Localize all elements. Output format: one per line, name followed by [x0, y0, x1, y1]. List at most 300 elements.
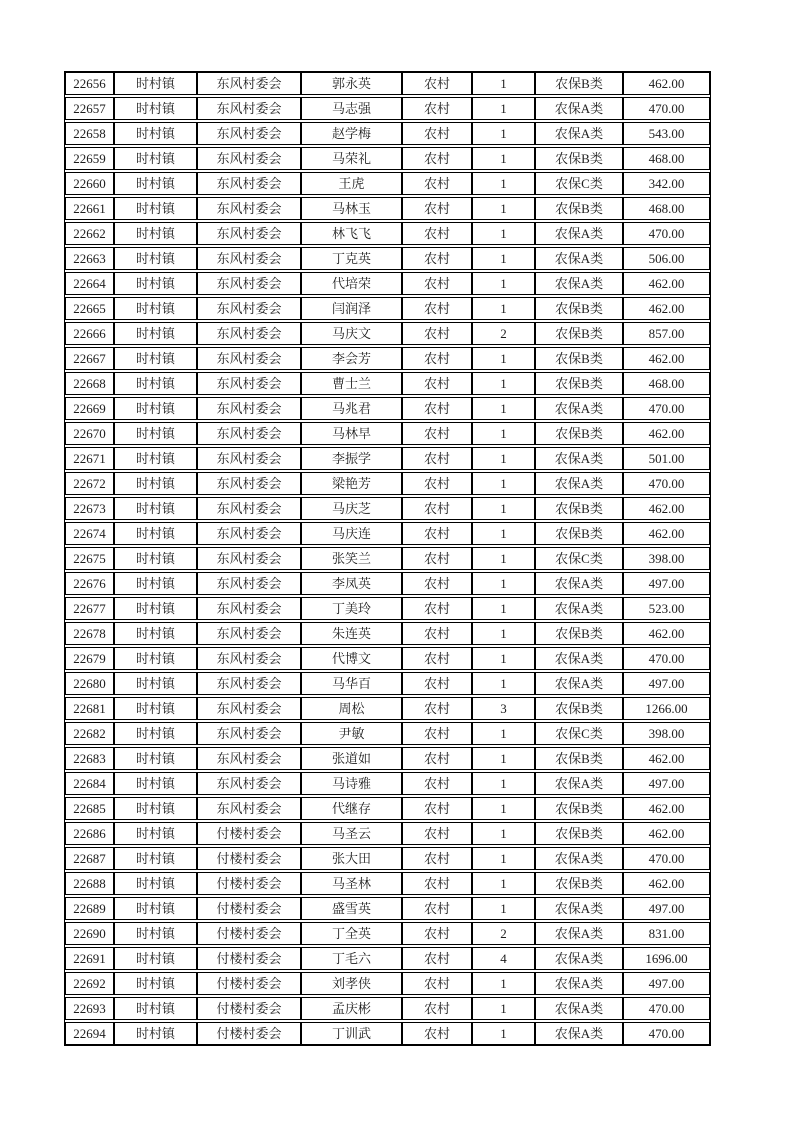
cell-category: 农保A类	[535, 472, 623, 495]
cell-category: 农保A类	[535, 572, 623, 595]
cell-village: 东风村委会	[197, 222, 301, 245]
cell-count: 1	[472, 797, 535, 820]
table-row	[65, 322, 710, 345]
table-row	[65, 297, 710, 320]
cell-name: 赵学梅	[301, 122, 402, 145]
cell-count: 1	[472, 397, 535, 420]
cell-amount: 462.00	[623, 272, 710, 295]
cell-residence: 农村	[402, 922, 472, 945]
cell-amount: 831.00	[623, 922, 710, 945]
table-row	[65, 847, 710, 870]
cell-name: 马庆文	[301, 322, 402, 345]
cell-town: 时村镇	[114, 722, 197, 745]
cell-name: 马庆连	[301, 522, 402, 545]
cell-amount: 543.00	[623, 122, 710, 145]
cell-residence: 农村	[402, 447, 472, 470]
cell-village: 东风村委会	[197, 172, 301, 195]
cell-count: 1	[472, 722, 535, 745]
cell-village: 东风村委会	[197, 372, 301, 395]
table-row	[65, 147, 710, 170]
cell-residence: 农村	[402, 522, 472, 545]
cell-amount: 501.00	[623, 447, 710, 470]
cell-name: 马林玉	[301, 197, 402, 220]
cell-village: 付楼村委会	[197, 847, 301, 870]
cell-town: 时村镇	[114, 547, 197, 570]
cell-town: 时村镇	[114, 297, 197, 320]
cell-amount: 462.00	[623, 822, 710, 845]
cell-town: 时村镇	[114, 972, 197, 995]
cell-count: 1	[472, 622, 535, 645]
cell-residence: 农村	[402, 422, 472, 445]
cell-town: 时村镇	[114, 222, 197, 245]
cell-serial: 22692	[65, 972, 114, 995]
cell-count: 1	[472, 222, 535, 245]
table-row	[65, 547, 710, 570]
table-row	[65, 747, 710, 770]
cell-name: 张道如	[301, 747, 402, 770]
cell-town: 时村镇	[114, 872, 197, 895]
cell-village: 付楼村委会	[197, 972, 301, 995]
cell-category: 农保A类	[535, 122, 623, 145]
table-row	[65, 422, 710, 445]
cell-name: 代继存	[301, 797, 402, 820]
cell-residence: 农村	[402, 372, 472, 395]
cell-amount: 470.00	[623, 997, 710, 1020]
cell-amount: 468.00	[623, 372, 710, 395]
cell-count: 1	[472, 997, 535, 1020]
cell-serial: 22661	[65, 197, 114, 220]
cell-village: 东风村委会	[197, 97, 301, 120]
cell-village: 东风村委会	[197, 122, 301, 145]
cell-count: 1	[472, 272, 535, 295]
cell-count: 1	[472, 197, 535, 220]
cell-name: 张笑兰	[301, 547, 402, 570]
cell-town: 时村镇	[114, 1022, 197, 1045]
cell-town: 时村镇	[114, 622, 197, 645]
cell-serial: 22687	[65, 847, 114, 870]
cell-amount: 470.00	[623, 472, 710, 495]
cell-residence: 农村	[402, 647, 472, 670]
cell-residence: 农村	[402, 97, 472, 120]
cell-town: 时村镇	[114, 122, 197, 145]
cell-village: 付楼村委会	[197, 822, 301, 845]
cell-category: 农保B类	[535, 347, 623, 370]
cell-residence: 农村	[402, 597, 472, 620]
cell-category: 农保A类	[535, 247, 623, 270]
cell-category: 农保A类	[535, 1022, 623, 1045]
cell-amount: 1266.00	[623, 697, 710, 720]
cell-category: 农保A类	[535, 947, 623, 970]
cell-residence: 农村	[402, 822, 472, 845]
cell-serial: 22664	[65, 272, 114, 295]
cell-name: 李振学	[301, 447, 402, 470]
cell-serial: 22691	[65, 947, 114, 970]
cell-count: 1	[472, 872, 535, 895]
cell-village: 东风村委会	[197, 297, 301, 320]
table-row	[65, 622, 710, 645]
cell-name: 马华百	[301, 672, 402, 695]
cell-category: 农保A类	[535, 997, 623, 1020]
cell-count: 1	[472, 72, 535, 95]
cell-town: 时村镇	[114, 672, 197, 695]
cell-town: 时村镇	[114, 772, 197, 795]
cell-serial: 22688	[65, 872, 114, 895]
cell-village: 东风村委会	[197, 72, 301, 95]
cell-amount: 398.00	[623, 547, 710, 570]
cell-amount: 497.00	[623, 972, 710, 995]
cell-village: 东风村委会	[197, 772, 301, 795]
cell-category: 农保C类	[535, 172, 623, 195]
cell-residence: 农村	[402, 622, 472, 645]
cell-amount: 398.00	[623, 722, 710, 745]
table-row	[65, 672, 710, 695]
cell-category: 农保A类	[535, 447, 623, 470]
cell-category: 农保C类	[535, 722, 623, 745]
cell-name: 丁毛六	[301, 947, 402, 970]
cell-residence: 农村	[402, 122, 472, 145]
cell-count: 1	[472, 447, 535, 470]
cell-count: 1	[472, 822, 535, 845]
cell-name: 马林早	[301, 422, 402, 445]
cell-town: 时村镇	[114, 947, 197, 970]
cell-amount: 470.00	[623, 647, 710, 670]
cell-serial: 22685	[65, 797, 114, 820]
cell-amount: 497.00	[623, 672, 710, 695]
table-row	[65, 222, 710, 245]
cell-count: 1	[472, 572, 535, 595]
cell-name: 周松	[301, 697, 402, 720]
cell-count: 1	[472, 347, 535, 370]
cell-residence: 农村	[402, 772, 472, 795]
cell-name: 曹士兰	[301, 372, 402, 395]
cell-name: 李会芳	[301, 347, 402, 370]
cell-residence: 农村	[402, 172, 472, 195]
cell-town: 时村镇	[114, 72, 197, 95]
cell-town: 时村镇	[114, 522, 197, 545]
cell-serial: 22674	[65, 522, 114, 545]
cell-village: 东风村委会	[197, 597, 301, 620]
cell-residence: 农村	[402, 147, 472, 170]
cell-residence: 农村	[402, 347, 472, 370]
pension-subsidy-table	[65, 70, 710, 1047]
cell-residence: 农村	[402, 872, 472, 895]
cell-name: 丁克英	[301, 247, 402, 270]
cell-serial: 22682	[65, 722, 114, 745]
cell-town: 时村镇	[114, 697, 197, 720]
cell-name: 马兆君	[301, 397, 402, 420]
cell-category: 农保A类	[535, 272, 623, 295]
cell-count: 1	[472, 1022, 535, 1045]
cell-village: 付楼村委会	[197, 947, 301, 970]
cell-count: 2	[472, 922, 535, 945]
table-body	[65, 72, 710, 1045]
cell-village: 东风村委会	[197, 422, 301, 445]
cell-amount: 470.00	[623, 222, 710, 245]
cell-residence: 农村	[402, 297, 472, 320]
cell-serial: 22677	[65, 597, 114, 620]
cell-serial: 22689	[65, 897, 114, 920]
cell-name: 刘孝侠	[301, 972, 402, 995]
cell-count: 1	[472, 522, 535, 545]
table-row	[65, 972, 710, 995]
cell-village: 付楼村委会	[197, 1022, 301, 1045]
cell-amount: 857.00	[623, 322, 710, 345]
cell-amount: 523.00	[623, 597, 710, 620]
cell-amount: 462.00	[623, 497, 710, 520]
cell-name: 张大田	[301, 847, 402, 870]
cell-amount: 462.00	[623, 522, 710, 545]
cell-village: 东风村委会	[197, 322, 301, 345]
cell-residence: 农村	[402, 397, 472, 420]
cell-amount: 462.00	[623, 422, 710, 445]
cell-category: 农保A类	[535, 222, 623, 245]
cell-name: 马诗雅	[301, 772, 402, 795]
table-row	[65, 872, 710, 895]
cell-category: 农保A类	[535, 922, 623, 945]
cell-village: 东风村委会	[197, 697, 301, 720]
cell-town: 时村镇	[114, 822, 197, 845]
table-row	[65, 997, 710, 1020]
table-row	[65, 597, 710, 620]
cell-count: 1	[472, 97, 535, 120]
cell-category: 农保C类	[535, 547, 623, 570]
table-row	[65, 947, 710, 970]
cell-category: 农保B类	[535, 622, 623, 645]
cell-residence: 农村	[402, 222, 472, 245]
table-row	[65, 172, 710, 195]
cell-amount: 462.00	[623, 297, 710, 320]
cell-count: 1	[472, 597, 535, 620]
cell-village: 东风村委会	[197, 397, 301, 420]
cell-category: 农保B类	[535, 797, 623, 820]
cell-name: 孟庆彬	[301, 997, 402, 1020]
cell-town: 时村镇	[114, 347, 197, 370]
table-row	[65, 497, 710, 520]
table-row	[65, 572, 710, 595]
table-row	[65, 722, 710, 745]
table-row	[65, 922, 710, 945]
cell-category: 农保A类	[535, 97, 623, 120]
cell-category: 农保B类	[535, 422, 623, 445]
cell-category: 农保A类	[535, 647, 623, 670]
cell-count: 1	[472, 772, 535, 795]
cell-count: 1	[472, 647, 535, 670]
cell-name: 李凤英	[301, 572, 402, 595]
cell-serial: 22679	[65, 647, 114, 670]
table-row	[65, 247, 710, 270]
cell-town: 时村镇	[114, 272, 197, 295]
cell-count: 1	[472, 472, 535, 495]
cell-name: 马荣礼	[301, 147, 402, 170]
cell-town: 时村镇	[114, 147, 197, 170]
cell-amount: 468.00	[623, 197, 710, 220]
cell-town: 时村镇	[114, 472, 197, 495]
cell-count: 1	[472, 297, 535, 320]
cell-serial: 22659	[65, 147, 114, 170]
cell-amount: 470.00	[623, 97, 710, 120]
cell-count: 1	[472, 497, 535, 520]
cell-residence: 农村	[402, 672, 472, 695]
cell-residence: 农村	[402, 947, 472, 970]
table-row	[65, 797, 710, 820]
cell-name: 梁艳芳	[301, 472, 402, 495]
cell-town: 时村镇	[114, 397, 197, 420]
cell-village: 东风村委会	[197, 147, 301, 170]
cell-category: 农保B类	[535, 322, 623, 345]
table-frame	[64, 71, 711, 1046]
cell-town: 时村镇	[114, 797, 197, 820]
cell-count: 1	[472, 747, 535, 770]
cell-residence: 农村	[402, 572, 472, 595]
cell-village: 东风村委会	[197, 497, 301, 520]
cell-count: 1	[472, 122, 535, 145]
table-row	[65, 397, 710, 420]
cell-category: 农保B类	[535, 747, 623, 770]
cell-count: 1	[472, 172, 535, 195]
cell-residence: 农村	[402, 722, 472, 745]
cell-residence: 农村	[402, 247, 472, 270]
cell-residence: 农村	[402, 322, 472, 345]
table-row	[65, 647, 710, 670]
cell-residence: 农村	[402, 497, 472, 520]
cell-residence: 农村	[402, 747, 472, 770]
cell-residence: 农村	[402, 797, 472, 820]
table-row	[65, 347, 710, 370]
cell-serial: 22672	[65, 472, 114, 495]
cell-village: 东风村委会	[197, 622, 301, 645]
table-row	[65, 897, 710, 920]
table-row	[65, 197, 710, 220]
cell-serial: 22673	[65, 497, 114, 520]
cell-name: 马圣林	[301, 872, 402, 895]
cell-count: 1	[472, 422, 535, 445]
table-row	[65, 822, 710, 845]
cell-category: 农保B类	[535, 522, 623, 545]
cell-serial: 22675	[65, 547, 114, 570]
cell-count: 4	[472, 947, 535, 970]
cell-count: 1	[472, 547, 535, 570]
cell-category: 农保A类	[535, 897, 623, 920]
cell-count: 3	[472, 697, 535, 720]
cell-residence: 农村	[402, 897, 472, 920]
cell-name: 马志强	[301, 97, 402, 120]
cell-amount: 497.00	[623, 897, 710, 920]
cell-serial: 22681	[65, 697, 114, 720]
cell-amount: 342.00	[623, 172, 710, 195]
cell-serial: 22678	[65, 622, 114, 645]
cell-town: 时村镇	[114, 647, 197, 670]
cell-residence: 农村	[402, 272, 472, 295]
cell-residence: 农村	[402, 697, 472, 720]
cell-residence: 农村	[402, 997, 472, 1020]
cell-town: 时村镇	[114, 97, 197, 120]
cell-serial: 22660	[65, 172, 114, 195]
cell-name: 丁美玲	[301, 597, 402, 620]
cell-amount: 506.00	[623, 247, 710, 270]
cell-village: 东风村委会	[197, 272, 301, 295]
cell-village: 东风村委会	[197, 797, 301, 820]
cell-amount: 470.00	[623, 397, 710, 420]
table-row	[65, 697, 710, 720]
cell-village: 东风村委会	[197, 347, 301, 370]
cell-serial: 22656	[65, 72, 114, 95]
cell-serial: 22676	[65, 572, 114, 595]
cell-category: 农保B类	[535, 297, 623, 320]
table-row	[65, 272, 710, 295]
cell-count: 1	[472, 247, 535, 270]
cell-residence: 农村	[402, 547, 472, 570]
cell-category: 农保A类	[535, 772, 623, 795]
table-row	[65, 97, 710, 120]
cell-name: 马圣云	[301, 822, 402, 845]
cell-town: 时村镇	[114, 197, 197, 220]
cell-village: 东风村委会	[197, 747, 301, 770]
cell-category: 农保A类	[535, 847, 623, 870]
cell-category: 农保A类	[535, 672, 623, 695]
cell-name: 代博文	[301, 647, 402, 670]
cell-serial: 22668	[65, 372, 114, 395]
table-row	[65, 522, 710, 545]
cell-amount: 462.00	[623, 72, 710, 95]
cell-town: 时村镇	[114, 322, 197, 345]
cell-village: 东风村委会	[197, 522, 301, 545]
cell-serial: 22663	[65, 247, 114, 270]
cell-town: 时村镇	[114, 597, 197, 620]
table-row	[65, 447, 710, 470]
cell-village: 付楼村委会	[197, 872, 301, 895]
cell-village: 东风村委会	[197, 722, 301, 745]
cell-name: 闫润泽	[301, 297, 402, 320]
cell-amount: 497.00	[623, 772, 710, 795]
cell-residence: 农村	[402, 847, 472, 870]
cell-name: 马庆芝	[301, 497, 402, 520]
cell-category: 农保B类	[535, 497, 623, 520]
cell-residence: 农村	[402, 972, 472, 995]
cell-serial: 22666	[65, 322, 114, 345]
table-row	[65, 472, 710, 495]
cell-serial: 22657	[65, 97, 114, 120]
cell-count: 1	[472, 372, 535, 395]
cell-amount: 462.00	[623, 872, 710, 895]
cell-amount: 470.00	[623, 1022, 710, 1045]
cell-category: 农保A类	[535, 597, 623, 620]
cell-town: 时村镇	[114, 997, 197, 1020]
cell-serial: 22665	[65, 297, 114, 320]
cell-serial: 22694	[65, 1022, 114, 1045]
cell-name: 尹敏	[301, 722, 402, 745]
cell-serial: 22669	[65, 397, 114, 420]
cell-village: 东风村委会	[197, 197, 301, 220]
cell-amount: 462.00	[623, 797, 710, 820]
cell-serial: 22686	[65, 822, 114, 845]
cell-amount: 462.00	[623, 622, 710, 645]
cell-town: 时村镇	[114, 572, 197, 595]
cell-serial: 22670	[65, 422, 114, 445]
cell-name: 代培荣	[301, 272, 402, 295]
cell-village: 付楼村委会	[197, 897, 301, 920]
cell-serial: 22671	[65, 447, 114, 470]
cell-town: 时村镇	[114, 447, 197, 470]
cell-name: 丁全英	[301, 922, 402, 945]
cell-village: 付楼村委会	[197, 922, 301, 945]
cell-village: 东风村委会	[197, 572, 301, 595]
cell-count: 1	[472, 672, 535, 695]
cell-town: 时村镇	[114, 922, 197, 945]
cell-count: 1	[472, 147, 535, 170]
cell-category: 农保B类	[535, 697, 623, 720]
cell-residence: 农村	[402, 72, 472, 95]
cell-town: 时村镇	[114, 897, 197, 920]
